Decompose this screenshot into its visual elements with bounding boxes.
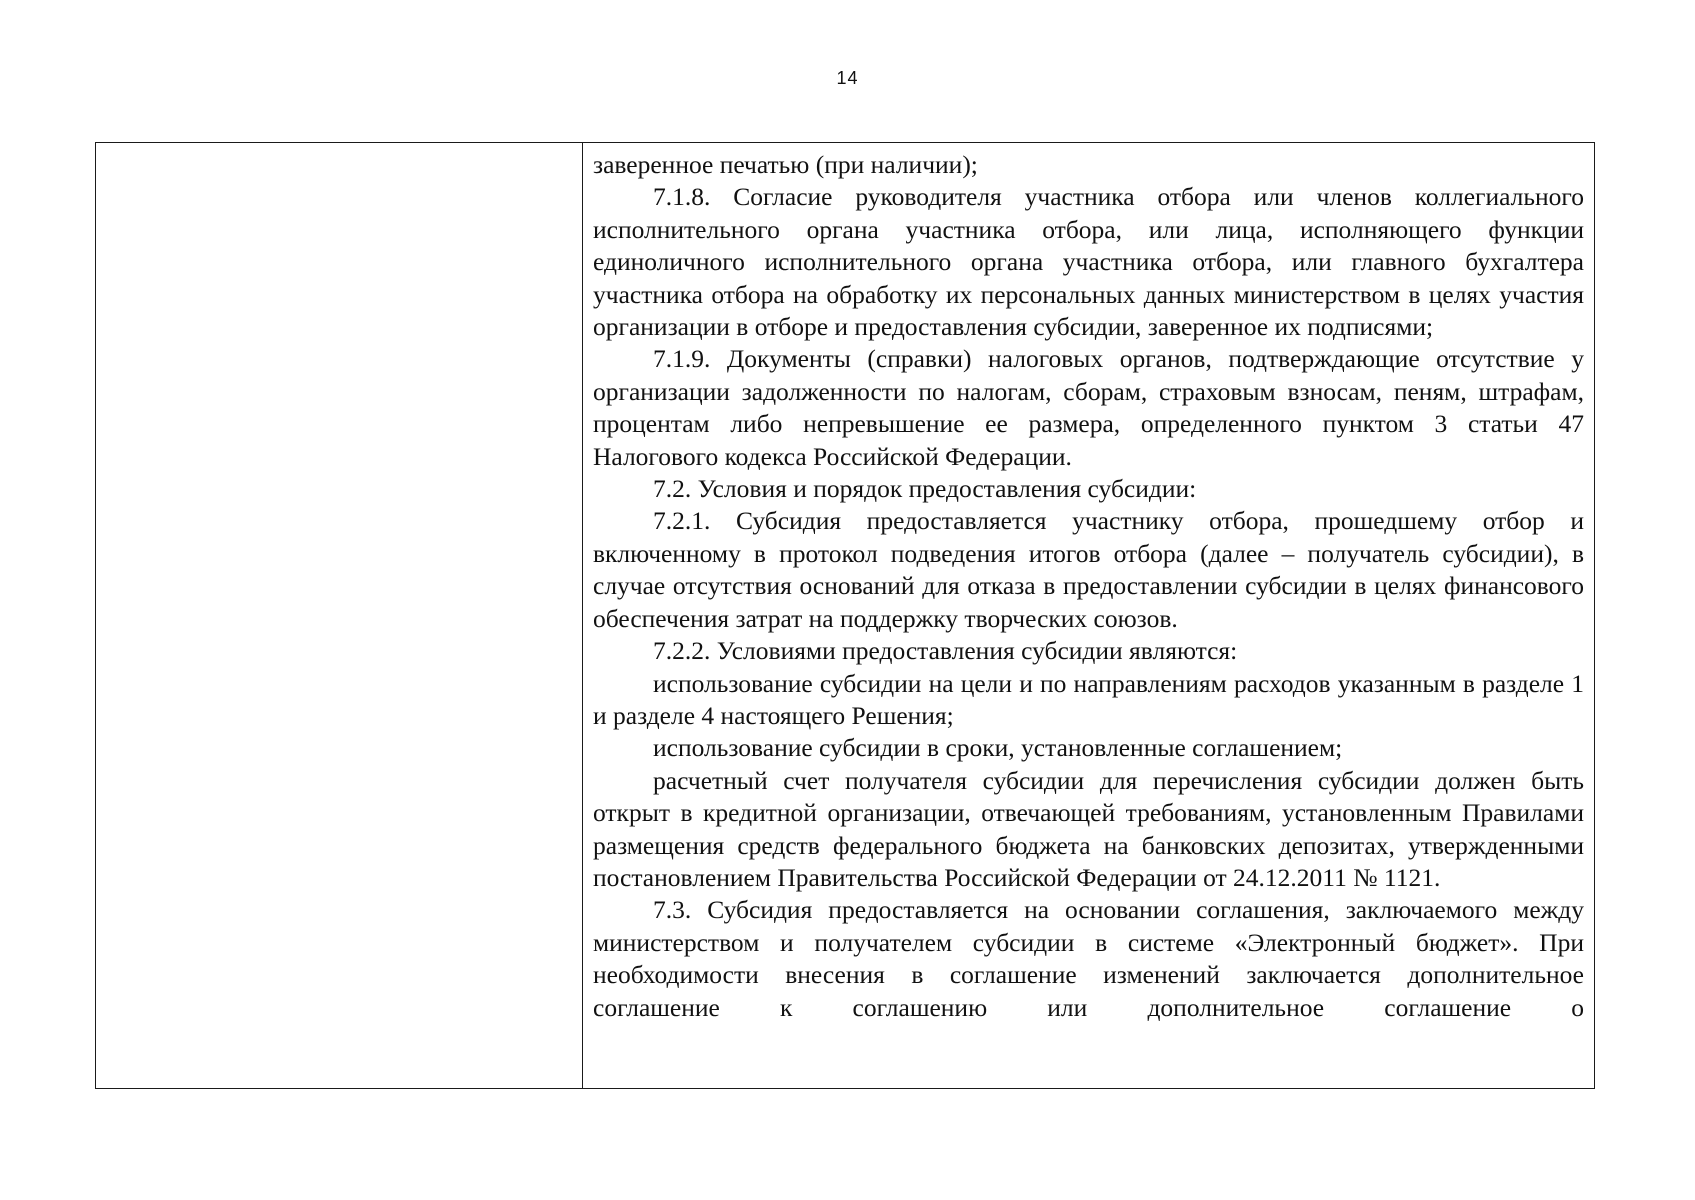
paragraph-7-1-9: 7.1.9. Документы (справки) налоговых органов, подтверждающие отсутствие у организации задолженности по налогам, сборам, страховым взносам, пеням, штрафам, процентам либо непревышение ее размера, определенного пунктом 3 статьи 47 Налогового кодекса Российской Федерации.	[593, 344, 1584, 471]
paragraph-condition-purpose: использование субсидии на цели и по направлениям расходов указанным в разделе 1 и разделе 4 настоящего Решения;	[593, 668, 1584, 730]
paragraph-7-2: 7.2. Условия и порядок предоставления субсидии:	[653, 474, 1197, 504]
page-number: 14	[836, 68, 859, 88]
paragraph-7-3: 7.3. Субсидия предоставляется на основании соглашения, заключаемого между министерством и получателем субсидии в системе «Электронный бюджет». При необходимости внесения в соглашение изменений заключается дополнительное соглашение к соглашению или дополнительное соглашение о	[593, 895, 1584, 1022]
paragraph-7-2-2: 7.2.2. Условиями предоставления субсидии являются:	[653, 636, 1238, 666]
paragraph-7-1-8: 7.1.8. Согласие руководителя участника отбора или членов коллегиального исполнительного органа участника отбора, или лица, исполняющего функции единоличного исполнительного органа участника отбора, или главного бухгалтера участника отбора на обработку их персональных данных министерством в целях участия организации в отборе и предоставления субсидии, заверенное их подписями;	[593, 182, 1584, 342]
table-left-cell	[96, 143, 583, 1088]
table-right-cell	[583, 143, 1594, 1088]
paragraph-condition-terms: использование субсидии в сроки, установленные соглашением;	[653, 733, 1343, 763]
document-table	[95, 142, 1595, 1089]
paragraph-condition-account: расчетный счет получателя субсидии для перечисления субсидии должен быть открыт в кредитной организации, отвечающей требованиям, установленным Правилами размещения средств федерального бюджета на банковских депозитах, утвержденными постановлением Правительства Российской Федерации от 24.12.2011 № 1121.	[593, 765, 1584, 892]
paragraph-7-2-1: 7.2.1. Субсидия предоставляется участнику отбора, прошедшему отбор и включенному в протокол подведения итогов отбора (далее – получатель субсидии), в случае отсутствия оснований для отказа в предоставлении субсидии в целях финансового обеспечения затрат на поддержку творческих союзов.	[593, 506, 1584, 633]
paragraph-certified-seal: заверенное печатью (при наличии);	[593, 150, 978, 179]
